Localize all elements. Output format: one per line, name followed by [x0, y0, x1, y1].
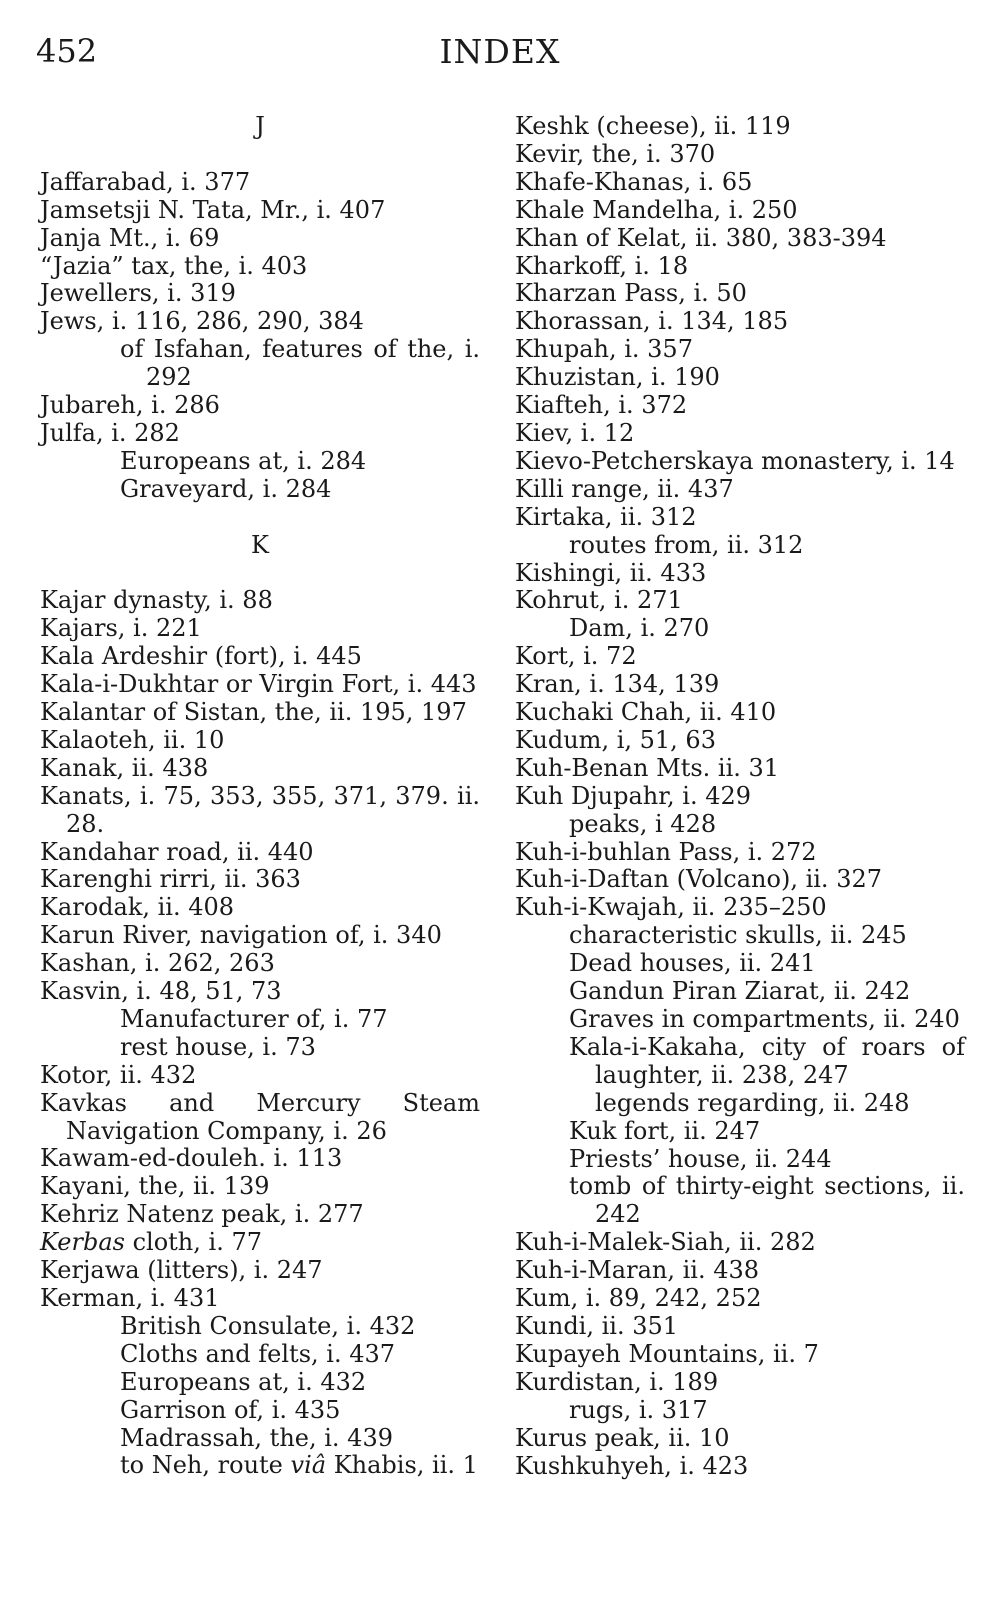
index-entry: Kajar dynasty, i. 88: [40, 586, 273, 615]
index-entry: Kuh Djupahr, i. 429: [515, 781, 752, 810]
index-column-right: [515, 113, 965, 1480]
index-entry: Karun River, navigation of, i. 340: [40, 921, 442, 950]
index-subentry: British Consulate, i. 432: [120, 1311, 416, 1340]
index-entry: Janja Mt., i. 69: [40, 223, 220, 252]
index-entry: Khan of Kelat, ii. 380, 383-394: [515, 223, 887, 252]
index-entry: Kavkas and Mercury Steam Navigation Company, i. 26: [40, 1088, 480, 1145]
index-entry: Kalantar of Sistan, the, ii. 195, 197: [40, 697, 467, 726]
index-entry: Kharzan Pass, i. 50: [515, 279, 747, 308]
index-subentry: Graveyard, i. 284: [120, 474, 332, 503]
italic-term: viâ: [290, 1451, 327, 1480]
index-entry: Kuh-i-Kwajah, ii. 235–250: [515, 893, 827, 922]
index-subentry: characteristic skulls, ii. 245: [569, 921, 907, 950]
index-subentry: legends regarding, ii. 248: [595, 1088, 910, 1117]
index-subentry: [40, 1452, 480, 1480]
index-entry: Kishingi, ii. 433: [515, 558, 707, 587]
index-entry: Kievo-Petcherskaya monastery, i. 14: [515, 446, 955, 475]
index-entry: Kajars, i. 221: [40, 614, 202, 643]
index-entry: Kudum, i, 51, 63: [515, 725, 716, 754]
index-entry: Kanak, ii. 438: [40, 753, 209, 782]
index-subentry: tomb of thirty-eight sections, ii. 242: [569, 1172, 965, 1229]
index-entry: Kevir, the, i. 370: [515, 139, 716, 168]
index-entry: Kirtaka, ii. 312: [515, 502, 697, 531]
section-letter-j: J: [255, 112, 265, 140]
index-entry: Kalaoteh, ii. 10: [40, 725, 225, 754]
index-entry: Kuh-i-buhlan Pass, i. 272: [515, 837, 817, 866]
index-entry: Karenghi rirri, ii. 363: [40, 865, 301, 894]
index-column-left: [40, 113, 480, 1480]
index-entry: Kurus peak, ii. 10: [515, 1423, 730, 1452]
index-entry: Kiev, i. 12: [515, 418, 635, 447]
section-letter-k: K: [251, 530, 269, 559]
index-entry: Kehriz Natenz peak, i. 277: [40, 1200, 364, 1229]
index-entry: Jamsetsji N. Tata, Mr., i. 407: [40, 195, 386, 224]
index-entry: [40, 1229, 480, 1257]
index-subentry: Europeans at, i. 284: [120, 446, 367, 475]
index-entry: Kort, i. 72: [515, 642, 637, 671]
index-entry: Jaffarabad, i. 377: [40, 167, 251, 196]
index-entry: Karodak, ii. 408: [40, 893, 235, 922]
index-entry: Kuchaki Chah, ii. 410: [515, 698, 777, 727]
index-subentry: Graves in compartments, ii. 240: [569, 1005, 960, 1033]
page-title: INDEX: [439, 32, 561, 71]
index-entry: Kupayeh Mountains, ii. 7: [515, 1339, 819, 1368]
index-subentry: Dead houses, ii. 241: [569, 949, 816, 978]
index-entry: Kanats, i. 75, 353, 355, 371, 379. ii. 28.: [40, 781, 480, 838]
italic-term: Kerbas: [40, 1228, 125, 1257]
index-subentry: Gandun Piran Ziarat, ii. 242: [569, 977, 911, 1006]
index-entry: Kuh-i-Daftan (Volcano), ii. 327: [515, 865, 882, 894]
index-entry: Keshk (cheese), ii. 119: [515, 112, 791, 140]
index-entry: Jewellers, i. 319: [40, 279, 236, 308]
index-entry: Kandahar road, ii. 440: [40, 837, 314, 866]
index-entry: Kerjawa (litters), i. 247: [40, 1256, 323, 1285]
index-subentry: rugs, i. 317: [569, 1395, 708, 1424]
index-entry: Khafe-Khanas, i. 65: [515, 167, 753, 196]
index-entry: Julfa, i. 282: [40, 418, 180, 447]
page-number: 452: [36, 32, 98, 70]
index-subentry: routes from, ii. 312: [569, 530, 804, 559]
index-subentry: peaks, i 428: [569, 809, 717, 838]
index-subentry: Europeans at, i. 432: [120, 1367, 367, 1396]
index-entry: Khale Mandelha, i. 250: [515, 195, 798, 224]
index-entry: Kuh-Benan Mts. ii. 31: [515, 753, 780, 782]
index-entry: Kurdistan, i. 189: [515, 1367, 719, 1396]
index-entry: Kuh-i-Maran, ii. 438: [515, 1256, 760, 1285]
index-subentry: Garrison of, i. 435: [120, 1395, 341, 1424]
index-entry: “Jazia” tax, the, i. 403: [40, 251, 308, 280]
index-entry: Kasvin, i. 48, 51, 73: [40, 977, 282, 1006]
index-subentry: Kala-i-Kakaha, city of roars of laughter, ii. 238, 247: [569, 1032, 965, 1089]
index-entry: Kundi, ii. 351: [515, 1311, 679, 1340]
index-entry: Kum, i. 89, 242, 252: [515, 1284, 762, 1313]
index-entry: Kharkoff, i. 18: [515, 251, 689, 280]
index-subentry: Dam, i. 270: [569, 614, 710, 643]
index-entry: Kayani, the, ii. 139: [40, 1172, 270, 1201]
index-entry: Khorassan, i. 134, 185: [515, 307, 789, 336]
index-entry: Kotor, ii. 432: [40, 1060, 197, 1089]
index-entry: Kashan, i. 262, 263: [40, 949, 275, 978]
index-entry: Kuh-i-Malek-Siah, ii. 282: [515, 1228, 816, 1257]
index-subentry: Manufacturer of, i. 77: [120, 1004, 388, 1033]
index-entry: Killi range, ii. 437: [515, 474, 734, 503]
entry-text: cloth, i. 77: [132, 1228, 262, 1257]
index-entry: Kushkuhyeh, i. 423: [515, 1451, 749, 1480]
index-entry: Kohrut, i. 271: [515, 586, 683, 615]
index-entry: Kala Ardeshir (fort), i. 445: [40, 642, 362, 671]
index-entry: Khupah, i. 357: [515, 335, 693, 364]
index-entry: Kran, i. 134, 139: [515, 670, 720, 699]
index-entry: Kala-i-Dukhtar or Virgin Fort, i. 443: [40, 670, 477, 699]
index-subentry: of Isfahan, features of the, i. 292: [120, 335, 480, 392]
index-subentry: Priests’ house, ii. 244: [569, 1144, 832, 1173]
index-entry: Jews, i. 116, 286, 290, 384: [40, 307, 364, 336]
entry-text: Khabis, ii. 1: [333, 1451, 478, 1480]
index-entry: Kerman, i. 431: [40, 1284, 220, 1313]
index-subentry: Cloths and felts, i. 437: [120, 1339, 396, 1368]
index-entry: Kiafteh, i. 372: [515, 391, 688, 420]
index-subentry: Kuk fort, ii. 247: [569, 1116, 761, 1145]
index-entry: Kawam-ed-douleh. i. 113: [40, 1144, 343, 1173]
index-entry: Khuzistan, i. 190: [515, 363, 720, 392]
page-header: [0, 30, 1000, 80]
entry-text: to Neh, route: [120, 1451, 283, 1480]
index-entry: Jubareh, i. 286: [40, 391, 220, 420]
index-subentry: rest house, i. 73: [120, 1032, 316, 1061]
index-subentry: Madrassah, the, i. 439: [120, 1423, 393, 1452]
